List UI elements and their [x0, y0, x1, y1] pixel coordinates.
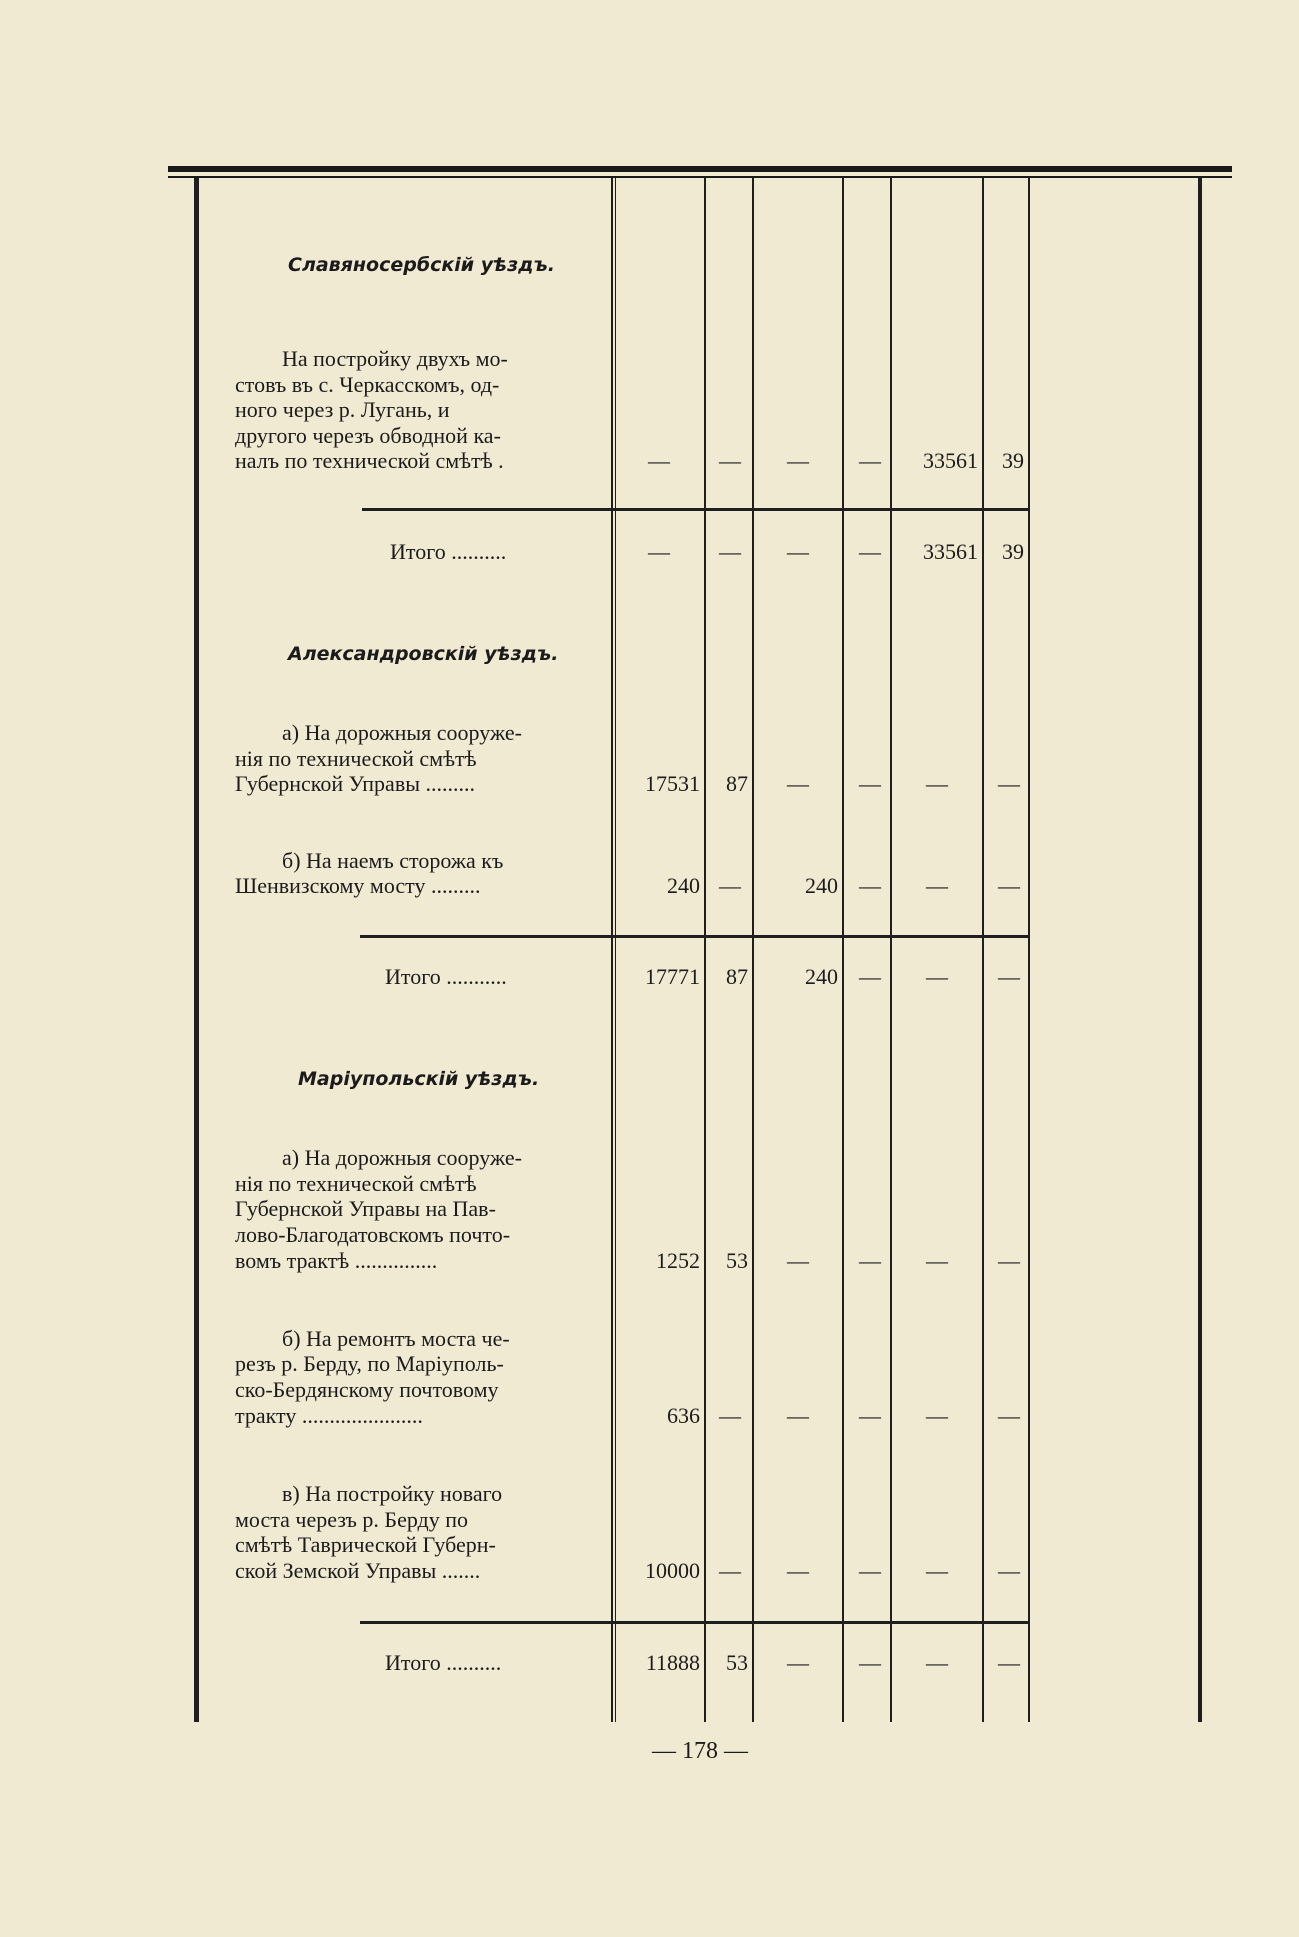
- cell-value: —: [648, 448, 670, 473]
- total-value: —: [859, 964, 881, 989]
- cell-value: 636: [667, 1403, 700, 1428]
- total-value: 87: [726, 964, 748, 989]
- total-value: 11888: [645, 1650, 700, 1675]
- cell-value: —: [859, 1558, 881, 1583]
- col-line-3: [752, 178, 754, 1722]
- cell-value: —: [719, 448, 741, 473]
- item-text-line: вомъ трактѣ ...............: [235, 1248, 438, 1273]
- cell-value: —: [859, 873, 881, 898]
- item-text-line: тракту ......................: [235, 1403, 423, 1428]
- item-text-line: а) На дорожныя сооруже-: [282, 1145, 522, 1170]
- item-text-line: смѣтѣ Таврической Губерн-: [235, 1532, 496, 1557]
- cell-value: —: [859, 1403, 881, 1428]
- cell-value: —: [719, 873, 741, 898]
- item-text-line: нія по технической смѣтѣ: [235, 1171, 477, 1196]
- cell-value: —: [859, 1248, 881, 1273]
- cell-value: —: [926, 771, 948, 796]
- total-value: —: [998, 964, 1020, 989]
- cell-value: —: [859, 771, 881, 796]
- cell-value: —: [787, 1403, 809, 1428]
- total-value: —: [926, 964, 948, 989]
- cell-value: 39: [1002, 448, 1024, 473]
- section-heading: Александровскій уѣздъ.: [288, 643, 559, 665]
- cell-value: —: [787, 771, 809, 796]
- cell-value: 33561: [923, 448, 978, 473]
- total-value: —: [926, 1650, 948, 1675]
- item-text-line: На постройку двухъ мо-: [282, 346, 508, 371]
- item-text-line: нія по технической смѣтѣ: [235, 746, 477, 771]
- item-text-line: другого черезъ обводной ка-: [235, 423, 501, 448]
- item-text-line: Губернской Управы .........: [235, 771, 475, 796]
- total-value: 17771: [645, 964, 700, 989]
- item-text-line: а) На дорожныя сооруже-: [282, 720, 522, 745]
- cell-value: —: [998, 1248, 1020, 1273]
- top-rule-thin: [168, 176, 1232, 178]
- cell-value: —: [787, 1558, 809, 1583]
- item-text-line: ско-Бердянскому почтовому: [235, 1377, 499, 1402]
- total-value: 53: [726, 1650, 748, 1675]
- cell-value: —: [926, 1248, 948, 1273]
- cell-value: —: [998, 873, 1020, 898]
- cell-value: 1252: [656, 1248, 700, 1273]
- right-border: [1198, 178, 1202, 1722]
- total-value: —: [719, 539, 741, 564]
- item-text-line: ного через р. Лугань, и: [235, 397, 450, 422]
- col-line-1b: [615, 178, 616, 1722]
- item-text-line: Шенвизскому мосту .........: [235, 873, 481, 898]
- total-rule-3: [360, 1621, 1028, 1624]
- top-rule-thick: [168, 166, 1232, 172]
- col-line-1: [611, 178, 613, 1722]
- total-label: Итого ...........: [385, 964, 507, 989]
- cell-value: 240: [667, 873, 700, 898]
- col-line-2: [704, 178, 706, 1722]
- total-rule-2: [360, 935, 1028, 938]
- page-number: — 178 —: [652, 1738, 748, 1764]
- total-value: —: [787, 539, 809, 564]
- total-value: —: [859, 1650, 881, 1675]
- total-value: —: [648, 539, 670, 564]
- item-text-line: б) На наемъ сторожа къ: [282, 848, 504, 873]
- total-label: Итого ..........: [390, 539, 507, 564]
- cell-value: —: [787, 448, 809, 473]
- item-text-line: лово-Благодатовскомъ почто-: [235, 1222, 511, 1247]
- total-value: —: [998, 1650, 1020, 1675]
- cell-value: —: [926, 1558, 948, 1583]
- cell-value: —: [998, 771, 1020, 796]
- item-text-line: налъ по технической смѣтѣ .: [235, 448, 504, 473]
- col-line-5: [890, 178, 892, 1722]
- left-border: [194, 178, 199, 1722]
- col-line-7: [1028, 178, 1030, 1722]
- total-rule-1: [362, 508, 1028, 511]
- cell-value: 10000: [645, 1558, 700, 1583]
- cell-value: —: [926, 873, 948, 898]
- item-text-line: резъ р. Берду, по Маріуполь-: [235, 1351, 504, 1376]
- total-value: —: [859, 539, 881, 564]
- cell-value: —: [787, 1248, 809, 1273]
- cell-value: —: [859, 448, 881, 473]
- total-value: 33561: [923, 539, 978, 564]
- cell-value: —: [998, 1403, 1020, 1428]
- item-text-line: б) На ремонтъ моста че-: [282, 1326, 510, 1351]
- total-label: Итого ..........: [385, 1650, 502, 1675]
- item-text-line: моста черезъ р. Берду по: [235, 1507, 469, 1532]
- cell-value: —: [719, 1403, 741, 1428]
- col-line-4: [842, 178, 844, 1722]
- cell-value: 240: [805, 873, 838, 898]
- total-value: 39: [1002, 539, 1024, 564]
- section-heading: Маріупольскій уѣздъ.: [298, 1068, 540, 1090]
- cell-value: 87: [726, 771, 748, 796]
- item-text-line: ской Земской Управы .......: [235, 1558, 481, 1583]
- cell-value: 53: [726, 1248, 748, 1273]
- item-text-line: стовъ въ с. Черкасскомъ, од-: [235, 372, 500, 397]
- cell-value: 17531: [645, 771, 700, 796]
- section-heading: Славяносербскій уѣздъ.: [288, 254, 555, 276]
- total-value: —: [787, 1650, 809, 1675]
- cell-value: —: [719, 1558, 741, 1583]
- total-value: 240: [805, 964, 838, 989]
- col-line-6: [982, 178, 984, 1722]
- cell-value: —: [926, 1403, 948, 1428]
- item-text-line: Губернской Управы на Пав-: [235, 1196, 496, 1221]
- cell-value: —: [998, 1558, 1020, 1583]
- item-text-line: в) На постройку новаго: [282, 1481, 503, 1506]
